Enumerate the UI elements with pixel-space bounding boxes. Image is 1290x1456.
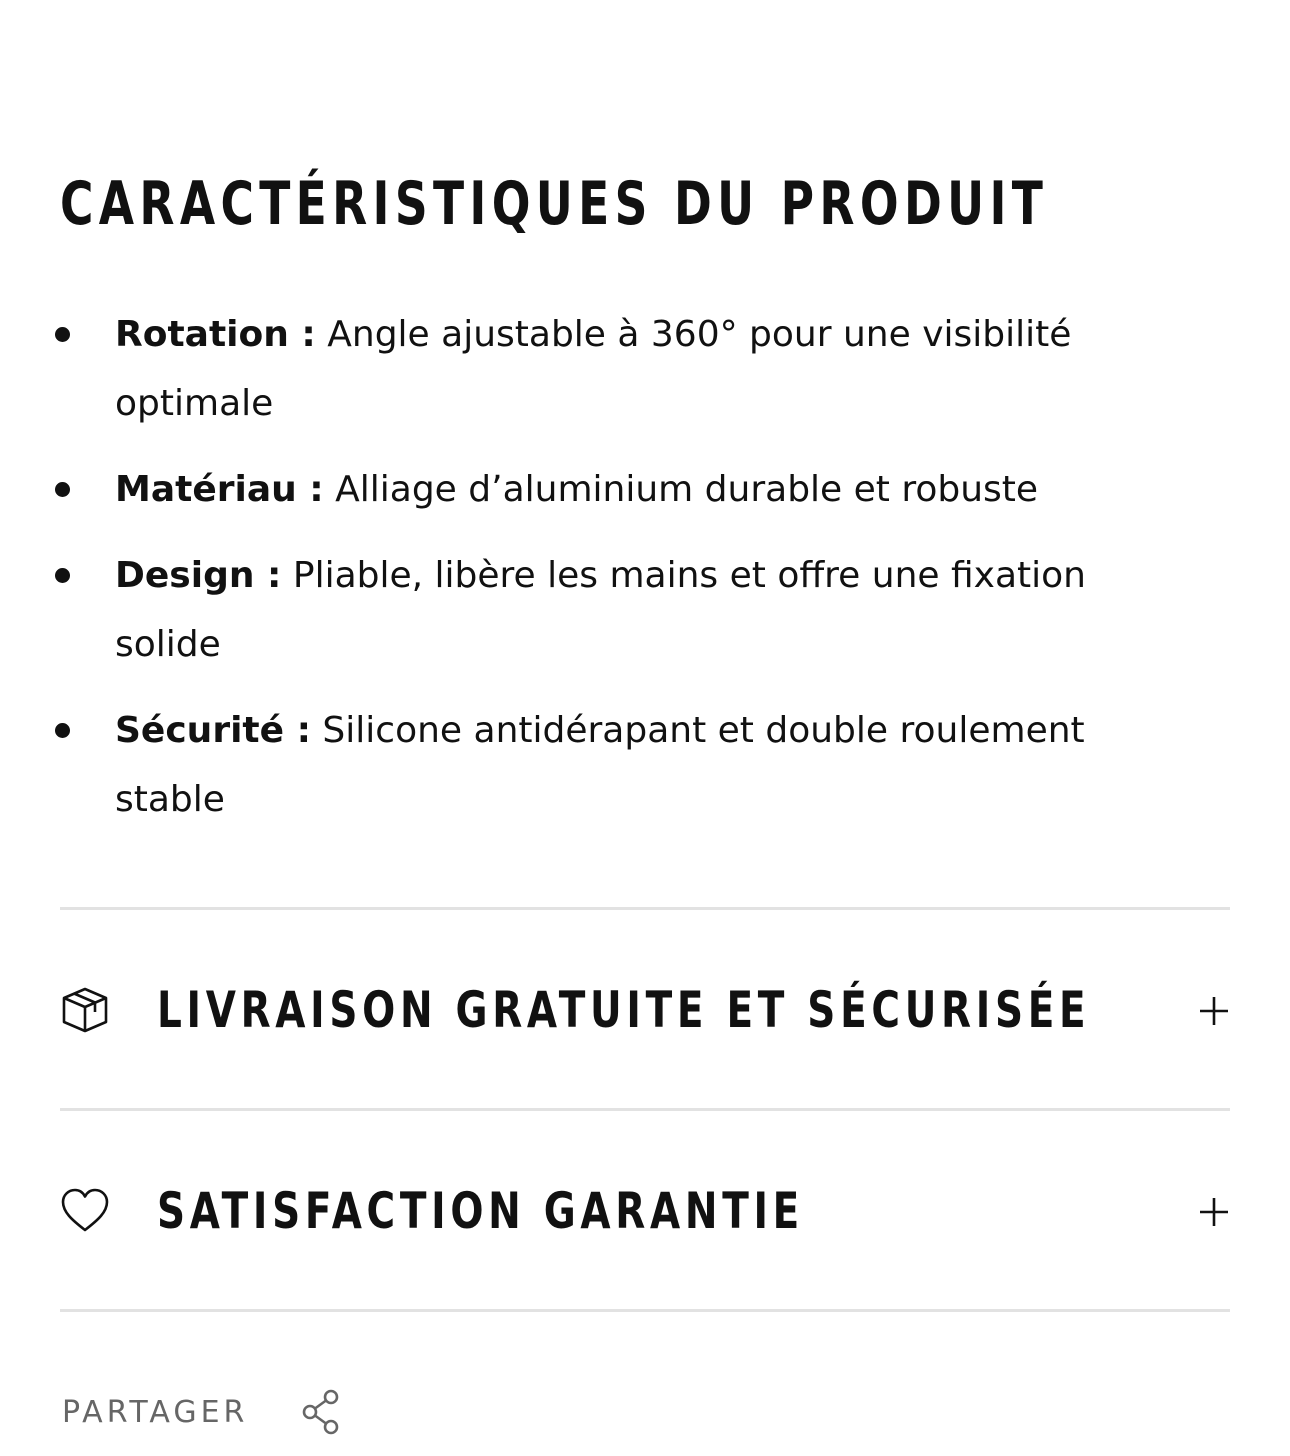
accordion-satisfaction[interactable] bbox=[60, 1151, 1230, 1271]
feature-label: Matériau : bbox=[115, 469, 324, 510]
feature-text: Silicone antidérapant et double roulement stable bbox=[115, 710, 1085, 820]
divider bbox=[60, 1309, 1230, 1312]
box-icon bbox=[60, 985, 110, 1035]
share-button[interactable] bbox=[60, 1385, 360, 1441]
divider bbox=[60, 1108, 1230, 1111]
feature-text: Alliage d’aluminium durable et robuste bbox=[335, 469, 1039, 510]
feature-label: Rotation : bbox=[115, 314, 316, 355]
feature-item bbox=[60, 455, 1160, 524]
feature-list bbox=[60, 300, 1160, 851]
bullet-icon bbox=[55, 723, 70, 738]
bullet-icon bbox=[55, 482, 70, 497]
section-title: CARACTÉRISTIQUES DU PRODUIT bbox=[60, 169, 1049, 239]
feature-text: Angle ajustable à 360° pour une visibilité optimale bbox=[115, 314, 1072, 424]
accordion-title: SATISFACTION GARANTIE bbox=[157, 1182, 804, 1240]
bullet-icon bbox=[55, 327, 70, 342]
feature-text: Pliable, libère les mains et offre une fixation solide bbox=[115, 555, 1086, 665]
accordion-title: LIVRAISON GRATUITE ET SÉCURISÉE bbox=[157, 981, 1091, 1039]
plus-icon[interactable] bbox=[1198, 1196, 1230, 1228]
bullet-icon bbox=[55, 568, 70, 583]
feature-label: Sécurité : bbox=[115, 710, 311, 751]
heart-icon bbox=[60, 1186, 110, 1236]
feature-item bbox=[60, 541, 1160, 679]
feature-item bbox=[60, 300, 1160, 438]
divider bbox=[60, 907, 1230, 910]
feature-item bbox=[60, 696, 1160, 834]
plus-icon[interactable] bbox=[1198, 995, 1230, 1027]
feature-label: Design : bbox=[115, 555, 282, 596]
share-label: PARTAGER bbox=[62, 1395, 249, 1430]
share-icon[interactable] bbox=[300, 1389, 344, 1435]
accordion-livraison[interactable] bbox=[60, 950, 1230, 1070]
